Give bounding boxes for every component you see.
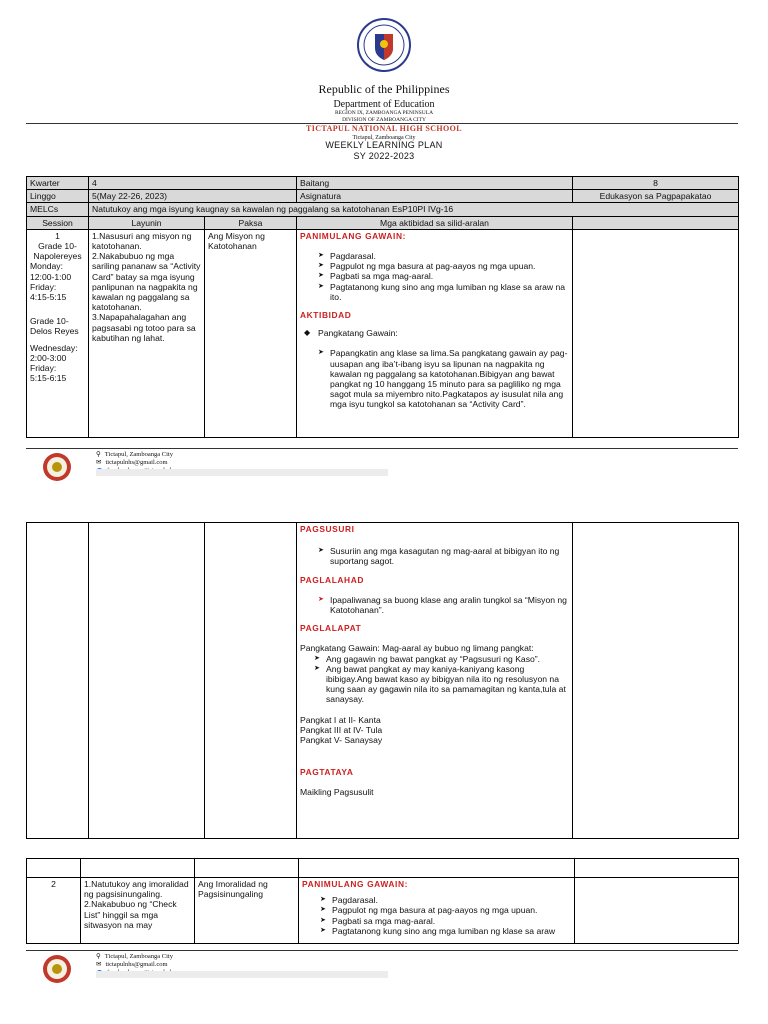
list-item: ➤ Ang bawat pangkat ay may kaniya-kaniyang kasong ibibigay.Ang bawat kaso ay bibigyan nila ito ng resolusyon na kung saan ay gagawin nila ito sa pamamagitan ng kanta,tula at sanaysay. — [314, 664, 569, 705]
col-aktibidad: Mga aktibidad sa silid-aralan — [297, 216, 573, 229]
footer-email[interactable]: tictapulnhs@gmail.com — [105, 961, 168, 968]
blank-cell — [575, 859, 739, 878]
list-item: ➤ Ipapaliwanag sa buong klase ang aralin tungkol sa “Misyon ng Katotohanan”. — [318, 595, 569, 615]
list-item: ➤ Pagbati sa mga mag-aaral. — [320, 916, 571, 926]
col-paksa: Paksa — [205, 216, 297, 229]
asignatura-value: Edukasyon sa Pagpapakatao — [573, 190, 739, 203]
pagtataya-heading: PAGTATAYA — [300, 767, 354, 778]
paglalapat-list — [314, 654, 569, 705]
plan-title-text: WEEKLY LEARNING PLAN — [325, 140, 443, 150]
paglalahad-list — [318, 595, 569, 615]
spacer-row — [27, 859, 739, 878]
paglalapat-heading: PAGLALAPAT — [300, 623, 362, 634]
blank-cell — [27, 523, 89, 839]
wednesday-label: Wednesday: — [30, 342, 78, 353]
session-1-continued-row — [27, 523, 739, 839]
session-group-2: Grade 10- Delos Reyes — [30, 316, 79, 337]
republic-title: Republic of the Philippines — [318, 82, 450, 96]
session-2-paksa: Ang Imoralidad ng Pagsisinungaling — [195, 878, 299, 944]
friday-time: 4:15-5:15 — [30, 292, 67, 303]
school-logo-icon — [42, 452, 72, 482]
pagsusuri-list — [318, 546, 569, 566]
list-item: ◆ Pangkatang Gawain: — [304, 328, 569, 338]
layunin-item: 1.Nasusuri ang misyon ng katotohanan. — [92, 230, 192, 252]
linggo-value: 5(May 22-26, 2023) — [89, 190, 297, 203]
region-text: REGION IX, ZAMBOANGA PENINSULA — [334, 110, 434, 116]
panimulang-heading: PANIMULANG GAWAIN: — [300, 230, 407, 241]
footer-bar — [96, 469, 388, 476]
list-item: ➤ Pagpulot ng mga basura at pag-aayos ng mga upuan. — [318, 261, 569, 271]
session-2-layunin: 1.Natutukoy ang imoralidad ng pagsisinungaling. 2.Nakabubuo ng “Check List” hinggil sa mga sitwasyon na may — [81, 878, 195, 944]
pangkatan-detail-list — [318, 348, 569, 409]
layunin-item: 3.Napapahalagahan ang pagsasabi ng totoo para sa kabutihan ng lahat. — [92, 312, 196, 343]
blank-cell — [573, 523, 739, 839]
melcs-label: MELCs — [27, 203, 89, 216]
blank-cell — [81, 859, 195, 878]
col-layunin: Layunin — [89, 216, 205, 229]
baitang-value: 8 — [573, 177, 739, 190]
deped-seal-icon — [357, 18, 411, 72]
info-row-kwarter — [27, 177, 739, 190]
aktibidad-cell — [297, 229, 573, 437]
session-2-row — [27, 878, 739, 944]
asignatura-label: Asignatura — [297, 190, 573, 203]
list-item: ➤ Ang gagawin ng bawat pangkat ay “Pagsusuri ng Kaso”. — [314, 654, 569, 664]
page-footer — [26, 448, 738, 466]
footer-email[interactable]: tictapulnhs@gmail.com — [105, 459, 168, 466]
header-divider — [26, 123, 738, 124]
pagtataya-item: Maikling Pagsusulit — [300, 787, 374, 798]
division-text: DIVISION OF ZAMBOANGA CITY — [342, 117, 426, 123]
info-row-linggo — [27, 190, 739, 203]
pangkat-line: Pangkat V- Sanaysay — [300, 735, 383, 746]
blank-cell — [299, 859, 575, 878]
list-item: ➤ Papangkatin ang klase sa lima.Sa pangkatang gawain ay pag-uusapan ang iba’t-ibang isyu sa lipunan na nagpakita ng kawalan ng paggalang sa katotohanan.Bibigyan ang bawat pangkat ng 10 hanggang 15 minuto para sa pagliliko ng mga sagot mula sa miyembro nito.Pagkatapos ay isusulat nila ang mga isyu tungkol sa katotohanan sa “Activity Card”. — [318, 348, 569, 409]
pagsusuri-heading: PAGSUSURI — [300, 524, 355, 534]
school-address: Tictapul, Zamboanga City — [352, 135, 416, 141]
school-logo-icon — [42, 954, 72, 984]
aktibidad-heading: AKTIBIDAD — [300, 310, 352, 321]
footer-email-row — [96, 459, 176, 467]
panimulang-list — [318, 251, 569, 302]
col-blank — [573, 216, 739, 229]
footer-address: Tictapul, Zamboanga City — [104, 451, 173, 458]
paglalapat-intro: Pangkatang Gawain: Mag-aaral ay bubuo ng limang pangkat: — [300, 643, 534, 654]
session-group-1: Grade 10- Napolereyes — [33, 241, 82, 262]
weekly-plan-table-continued — [26, 522, 739, 839]
email-icon: ✉ — [96, 459, 102, 466]
session-1-cell — [27, 229, 89, 437]
monday-label: Monday: — [30, 261, 63, 272]
blank-cell — [89, 523, 205, 839]
session-2-aktibidad — [299, 878, 575, 944]
baitang-label: Baitang — [297, 177, 573, 190]
session-1-row — [27, 229, 739, 437]
blank-cell — [573, 229, 739, 437]
blank-cell — [27, 859, 81, 878]
footer-address-row — [96, 953, 176, 961]
panimulang-heading: PANIMULANG GAWAIN: — [302, 879, 409, 889]
layunin-item: 2.Nakabubuo ng mga sariling pananaw sa “Activity Card” batay sa mga isyung panlipunan na nagpakita ng kawalan ng paggalang sa katotohanan. — [92, 251, 201, 313]
col-session: Session — [27, 216, 89, 229]
department-title: Department of Education — [333, 99, 435, 110]
linggo-label: Linggo — [27, 190, 89, 203]
email-icon: ✉ — [96, 961, 102, 968]
aktibidad-cell — [297, 523, 573, 839]
footer-address-row — [96, 451, 176, 459]
blank-cell — [195, 859, 299, 878]
weekly-plan-table — [26, 176, 739, 438]
pangkat-line: Pangkat I at II- Kanta — [300, 714, 381, 725]
pangkat-line: Pangkat III at IV- Tula — [300, 724, 383, 735]
list-item: ➤ Susuriin ang mga kasagutan ng mag-aaral at bibigyan ito ng suportang sagot. — [318, 546, 569, 566]
location-pin-icon: ⚲ — [96, 451, 101, 458]
paglalahad-heading: PAGLALAHAD — [300, 574, 364, 585]
blank-cell — [205, 523, 297, 839]
wednesday-time: 2:00-3:00 — [30, 352, 67, 363]
friday2-time: 5:15-6:15 — [30, 373, 67, 384]
session-2-list — [320, 895, 571, 936]
footer-bar — [96, 971, 388, 978]
list-item: ➤ Pagdarasal. — [318, 251, 569, 261]
school-year: SY 2022-2023 — [353, 151, 415, 161]
footer-address: Tictapul, Zamboanga City — [104, 953, 173, 960]
location-pin-icon: ⚲ — [96, 953, 101, 960]
footer-divider — [26, 950, 738, 951]
info-row-melcs — [27, 203, 739, 216]
school-name: TICTAPUL NATIONAL HIGH SCHOOL — [306, 124, 462, 133]
session-number: 1 — [55, 230, 60, 241]
column-header-row — [27, 216, 739, 229]
layunin-cell — [89, 229, 205, 437]
footer-divider — [26, 448, 738, 449]
friday-label: Friday: — [30, 281, 57, 292]
session-2-number: 2 — [27, 878, 81, 944]
list-item: ➤ Pagtatanong kung sino ang mga lumiban ng klase sa araw — [320, 926, 571, 936]
footer-email-row — [96, 961, 176, 969]
kwarter-label: Kwarter — [27, 177, 89, 190]
blank-cell — [575, 878, 739, 944]
list-item: ➤ Pagpulot ng mga basura at pag-aayos ng mga upuan. — [320, 905, 571, 915]
paksa-cell: Ang Misyon ng Katotohanan — [205, 229, 297, 437]
list-item: ➤ Pagbati sa mga mag-aaral. — [318, 271, 569, 281]
plan-title — [0, 140, 768, 162]
pangkatan-list — [304, 328, 569, 338]
friday2-label: Friday: — [30, 363, 57, 374]
kwarter-value: 4 — [89, 177, 297, 190]
monday-time: 12:00-1:00 — [30, 271, 72, 282]
page-footer — [26, 950, 738, 968]
list-item: ➤ Pagtatanong kung sino ang mga lumiban ng klase sa araw na ito. — [318, 282, 569, 302]
melcs-value: Natutukoy ang mga isyung kaugnay sa kawalan ng paggalang sa katotohanan EsP10PI IVg-16 — [89, 203, 739, 216]
list-item: ➤ Pagdarasal. — [320, 895, 571, 905]
weekly-plan-table-session-2 — [26, 858, 739, 944]
